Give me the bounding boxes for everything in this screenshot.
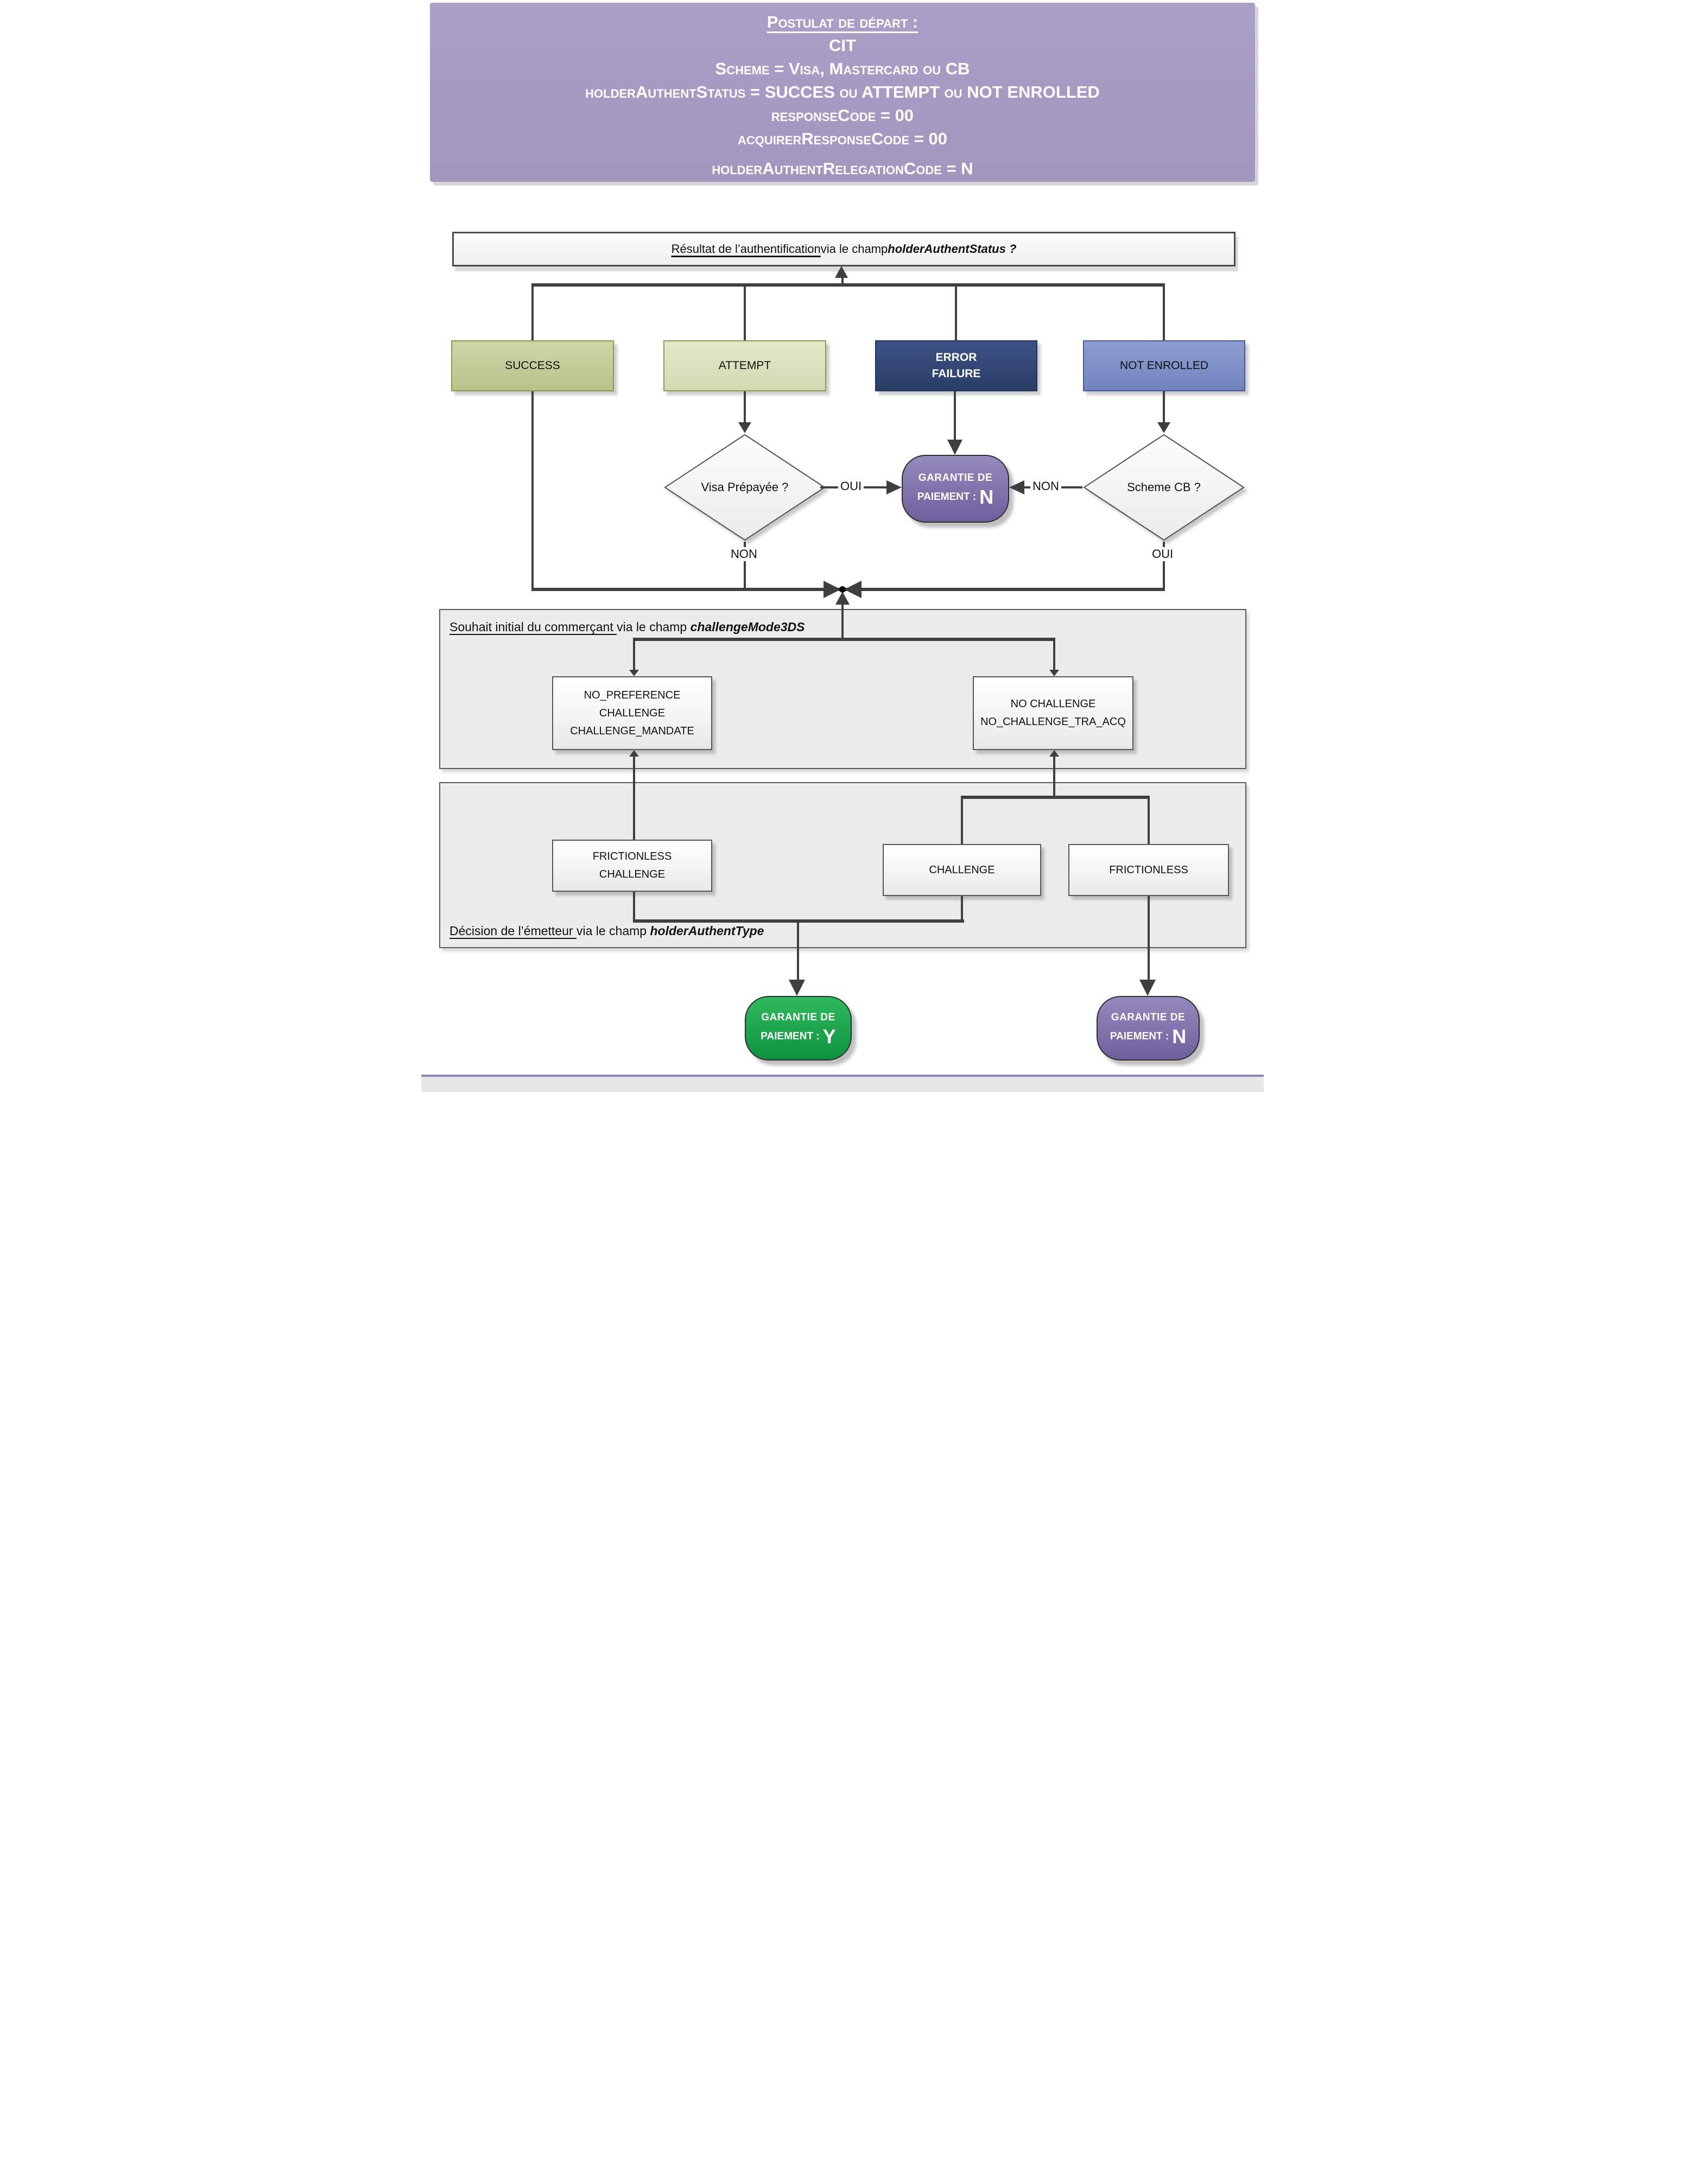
status-box-not-enrolled xyxy=(1083,340,1245,391)
edge-label-visa-non: NON xyxy=(729,547,759,561)
guarantee-node-mid xyxy=(902,455,1009,523)
arrow-down-into-no-preference-icon xyxy=(629,670,639,676)
arrow-right-into-node-icon xyxy=(886,480,902,494)
merchant-wish-label-underlined: Souhait initial du commerçant xyxy=(449,620,617,634)
merchant-wish-label-field: challengeMode3DS xyxy=(690,620,805,634)
merchant-connector xyxy=(633,638,1055,641)
edge-label-cb-non: NON xyxy=(1030,479,1061,493)
arrow-down-into-no-challenge-icon xyxy=(1049,670,1059,676)
postulate-header xyxy=(430,3,1255,182)
postulate-line-scheme: Scheme = Visa, Mastercard ou CB xyxy=(715,59,970,78)
guarantee-yes-value: Y xyxy=(822,1025,836,1047)
frictionless-challenge-line1: FRICTIONLESS xyxy=(592,850,672,862)
no-preference-line2: CHALLENGE xyxy=(599,707,666,719)
status-connector xyxy=(531,283,1165,287)
edge-success-down xyxy=(531,391,534,589)
guarantee-yes-line2: PAIEMENT : xyxy=(761,1031,820,1042)
edge-frictionless-challenge-down xyxy=(633,892,635,919)
guarantee-mid-line1: GARANTIE DE xyxy=(918,472,993,484)
issuer-decision-label-underlined: Décision de l’émetteur xyxy=(449,924,577,938)
edge-label-cb-oui: OUI xyxy=(1150,547,1175,561)
drop-no-challenge xyxy=(1053,641,1055,670)
drop-success xyxy=(531,287,534,340)
issuer-box-frictionless xyxy=(1068,844,1229,896)
postulate-line-response: responseCode = 00 xyxy=(771,106,914,125)
footer-gray-band xyxy=(421,1077,1264,1092)
edge-challenge-down xyxy=(961,896,963,919)
guarantee-node-yes xyxy=(745,996,852,1061)
cb-diamond-label: Scheme CB ? xyxy=(1127,480,1201,494)
status-attempt-label: ATTEMPT xyxy=(718,359,771,372)
guarantee-no-value: N xyxy=(1172,1025,1187,1047)
merchant-wish-label xyxy=(449,620,805,634)
postulate-title: Postulat de départ : xyxy=(767,12,918,31)
merchant-box-no-challenge xyxy=(973,676,1133,750)
question-middle: via le champ xyxy=(820,242,888,256)
arrow-up-into-no-challenge-icon xyxy=(1049,750,1059,757)
guarantee-yes-line1: GARANTIE DE xyxy=(761,1012,835,1023)
drop-attempt xyxy=(744,287,746,340)
decision-visa-prepaid xyxy=(663,433,826,542)
status-error-line1: ERROR xyxy=(935,351,977,364)
no-preference-line1: NO_PREFERENCE xyxy=(584,689,681,701)
edge-frictionless-down xyxy=(1148,896,1150,980)
riser-frictionless-challenge xyxy=(633,757,635,840)
issuer-decision-label xyxy=(449,924,764,938)
flowchart-page xyxy=(421,0,1264,1092)
status-box-attempt xyxy=(663,340,826,391)
guarantee-node-no-bottom xyxy=(1097,996,1200,1061)
edge-label-visa-oui: OUI xyxy=(838,479,864,493)
drop-error xyxy=(955,287,957,340)
drop-not-enrolled xyxy=(1163,287,1165,340)
riser-challenge-frictionless xyxy=(1053,757,1055,796)
guarantee-mid-value: N xyxy=(979,486,994,508)
status-box-error-failure xyxy=(875,340,1037,391)
guarantee-no-line1: GARANTIE DE xyxy=(1111,1012,1186,1023)
authentication-result-box xyxy=(452,232,1236,266)
visa-diamond-label: Visa Prépayée ? xyxy=(701,480,789,494)
status-box-success xyxy=(451,340,614,391)
arrow-down-into-guarantee-no-icon xyxy=(1139,980,1156,996)
no-challenge-line2: NO_CHALLENGE_TRA_ACQ xyxy=(980,716,1126,728)
challenge-label: CHALLENGE xyxy=(929,864,995,876)
drop-no-preference xyxy=(633,641,635,670)
drop-challenge xyxy=(961,799,963,844)
frictionless-label: FRICTIONLESS xyxy=(1109,864,1188,876)
drop-frictionless xyxy=(1148,799,1150,844)
no-preference-line3: CHALLENGE_MANDATE xyxy=(570,725,694,737)
arrow-down-into-cb-diamond-icon xyxy=(1157,422,1170,433)
issuer-box-challenge xyxy=(883,844,1041,896)
arrow-up-into-merge-icon xyxy=(835,592,850,605)
status-error-line2: FAILURE xyxy=(932,367,981,380)
riser-merchant-to-merge xyxy=(841,605,844,638)
arrow-down-into-visa-diamond-icon xyxy=(738,422,751,433)
issuer-box-frictionless-challenge xyxy=(552,840,712,892)
riser-to-question xyxy=(841,278,844,283)
guarantee-no-line2: PAIEMENT : xyxy=(1110,1031,1169,1042)
status-success-label: SUCCESS xyxy=(505,359,560,372)
issuer-decision-label-field: holderAuthentType xyxy=(650,924,764,938)
frictionless-challenge-line2: CHALLENGE xyxy=(599,868,666,880)
arrow-up-into-question-icon xyxy=(835,266,848,278)
merchant-wish-label-middle: via le champ xyxy=(617,620,691,634)
issuer-connector xyxy=(961,796,1150,799)
edge-error-down xyxy=(954,391,956,440)
question-underlined: Résultat de l’authentification xyxy=(671,242,821,256)
decision-scheme-cb xyxy=(1082,433,1245,542)
no-challenge-line1: NO CHALLENGE xyxy=(1010,698,1096,710)
arrow-left-into-node-icon xyxy=(1009,480,1024,494)
guarantee-mid-line2: PAIEMENT : xyxy=(917,491,977,503)
postulate-line-relegation: holderAuthentRelegationCode = N xyxy=(712,159,973,178)
issuer-decision-label-middle: via le champ xyxy=(576,924,650,938)
status-not-enrolled-label: NOT ENROLLED xyxy=(1120,359,1208,372)
drop-to-guarantee-yes xyxy=(797,923,799,980)
question-field: holderAuthentStatus ? xyxy=(888,242,1017,256)
arrow-up-into-no-preference-icon xyxy=(629,750,639,757)
postulate-line-status: holderAuthentStatus = SUCCES ou ATTEMPT ou NOT ENROLLED xyxy=(585,82,1100,101)
postulate-line-acquirer: acquirerResponseCode = 00 xyxy=(738,129,947,148)
postulate-line-cit: CIT xyxy=(829,36,856,55)
arrow-down-into-guarantee-yes-icon xyxy=(789,980,805,996)
arrow-down-into-guarantee-mid-icon xyxy=(947,440,962,455)
edge-attempt-down xyxy=(744,391,746,422)
edge-not-enrolled-down xyxy=(1163,391,1165,422)
merchant-box-no-preference xyxy=(552,676,712,750)
